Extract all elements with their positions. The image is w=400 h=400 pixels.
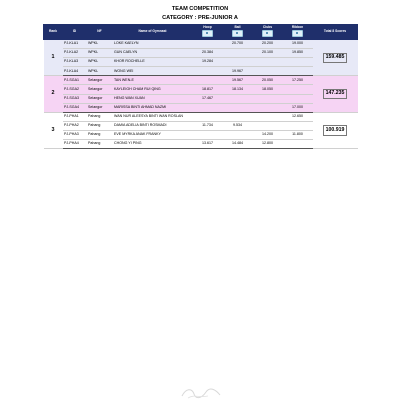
cell-name: DAMIA ADELIA BINTI ROSMADI — [113, 121, 193, 130]
cell-name: CHONG YI PING — [113, 140, 193, 149]
cell-id: PJ-SGA3 — [63, 94, 87, 103]
cell-ribbon: 19.850 — [283, 49, 313, 58]
cell-id: PJ-SGA1 — [63, 76, 87, 85]
table-row — [44, 58, 358, 67]
cell-name: TAN WEN-E — [113, 76, 193, 85]
cell-ribbon — [283, 67, 313, 76]
team-rank: 1 — [44, 40, 63, 76]
cell-ribbon — [283, 85, 313, 94]
cell-id: PJ-KLA4 — [63, 67, 87, 76]
ribbon-pictogram-icon — [292, 30, 303, 37]
cell-clubs: 12.800 — [253, 140, 283, 149]
cell-clubs — [253, 112, 283, 121]
cell-ribbon: 19.000 — [283, 40, 313, 49]
cell-state: WPKL — [87, 49, 113, 58]
table-row — [44, 121, 358, 130]
cell-clubs — [253, 94, 283, 103]
cell-clubs: 14.200 — [253, 130, 283, 139]
cell-name: KAYLEIGH CHAM RUI QING — [113, 85, 193, 94]
cell-id: PJ-PHA3 — [63, 130, 87, 139]
cell-name: KHOR ROCHELLE — [113, 58, 193, 67]
cell-clubs — [253, 58, 283, 67]
cell-ribbon: 12.650 — [283, 112, 313, 121]
cell-state: WPKL — [87, 67, 113, 76]
cell-name: LOKE KAELYN — [113, 40, 193, 49]
cell-clubs: 20.200 — [253, 40, 283, 49]
team-total-score: 100.919 — [323, 125, 348, 135]
cell-ball: 9.534 — [223, 121, 253, 130]
cell-ribbon: 17.000 — [283, 103, 313, 112]
table-header-row — [44, 25, 358, 40]
cell-ball — [223, 49, 253, 58]
cell-name: MARISSA BINTI AHMAD NAZMI — [113, 103, 193, 112]
cell-state: Pahang — [87, 130, 113, 139]
cell-state: Selangor — [87, 76, 113, 85]
header-clubs: Clubs — [253, 25, 283, 40]
cell-ball: 19.967 — [223, 67, 253, 76]
team-total-score: 147.235 — [323, 89, 348, 99]
table-row — [44, 103, 358, 112]
cell-id: PJ-PHA4 — [63, 140, 87, 149]
cell-id: PJ-KLA2 — [63, 49, 87, 58]
cell-ball — [223, 103, 253, 112]
cell-hoop — [193, 103, 223, 112]
header-total: Total 8 Scores — [313, 25, 358, 40]
cell-state: WPKL — [87, 58, 113, 67]
cell-hoop: 11.734 — [193, 121, 223, 130]
header-name: Name of Gymnast — [113, 25, 193, 40]
cell-ball — [223, 94, 253, 103]
header-state: NF — [87, 25, 113, 40]
cell-hoop — [193, 67, 223, 76]
cell-ribbon — [283, 94, 313, 103]
cell-ball — [223, 112, 253, 121]
cell-clubs: 20.050 — [253, 76, 283, 85]
cell-id: PJ-PHA1 — [63, 112, 87, 121]
cell-state: Pahang — [87, 121, 113, 130]
cell-state: Pahang — [87, 140, 113, 149]
cell-id: PJ-PHA2 — [63, 121, 87, 130]
cell-hoop — [193, 112, 223, 121]
header-rank: Rank — [44, 25, 63, 40]
faint-logo-watermark — [178, 386, 224, 400]
table-row — [44, 49, 358, 58]
cell-id: PJ-SGA2 — [63, 85, 87, 94]
cell-ball — [223, 58, 253, 67]
cell-name: HENG WAN XUAN — [113, 94, 193, 103]
team-total-cell — [313, 112, 358, 148]
cell-ball: 18.134 — [223, 85, 253, 94]
cell-state: Selangor — [87, 85, 113, 94]
cell-name: WAN NUR ALEESYA BINTI WAN ROSLAN — [113, 112, 193, 121]
cell-clubs — [253, 103, 283, 112]
header-id: ID — [63, 25, 87, 40]
header-ball: Ball — [223, 25, 253, 40]
cell-state: Selangor — [87, 94, 113, 103]
header-hoop: Hoop — [193, 25, 223, 40]
hoop-pictogram-icon — [202, 30, 213, 37]
table-row — [44, 76, 358, 85]
cell-ribbon — [283, 140, 313, 149]
cell-hoop — [193, 40, 223, 49]
cell-name: GUN CAELYN — [113, 49, 193, 58]
clubs-pictogram-icon — [262, 30, 273, 37]
cell-ball: 14.484 — [223, 140, 253, 149]
table-row — [44, 40, 358, 49]
page-title: TEAM COMPETITION — [171, 6, 229, 12]
table-row — [44, 112, 358, 121]
cell-hoop — [193, 76, 223, 85]
cell-state: WPKL — [87, 40, 113, 49]
team-total-cell — [313, 76, 358, 112]
cell-clubs — [253, 67, 283, 76]
cell-ball: 19.567 — [223, 76, 253, 85]
cell-state: Pahang — [87, 112, 113, 121]
cell-ribbon — [283, 121, 313, 130]
cell-clubs: 18.050 — [253, 85, 283, 94]
cell-id: PJ-KLA1 — [63, 40, 87, 49]
cell-ribbon: 11.800 — [283, 130, 313, 139]
team-rank: 2 — [44, 76, 63, 112]
table-row — [44, 94, 358, 103]
ball-pictogram-icon — [232, 30, 243, 37]
table-row — [44, 130, 358, 139]
cell-id: PJ-KLA3 — [63, 58, 87, 67]
cell-ribbon: 17.250 — [283, 76, 313, 85]
table-row — [44, 140, 358, 149]
cell-hoop: 20.384 — [193, 49, 223, 58]
cell-ball — [223, 130, 253, 139]
team-total-score: 159.485 — [323, 53, 348, 63]
cell-name: EVE MYRKA ANAK FRANKY — [113, 130, 193, 139]
cell-hoop: 18.817 — [193, 85, 223, 94]
cell-clubs — [253, 121, 283, 130]
cell-hoop: 13.617 — [193, 140, 223, 149]
cell-state: Selangor — [87, 103, 113, 112]
cell-clubs: 20.100 — [253, 49, 283, 58]
cell-hoop — [193, 130, 223, 139]
cell-hoop: 17.467 — [193, 94, 223, 103]
cell-id: PJ-SGA4 — [63, 103, 87, 112]
team-total-cell — [313, 40, 358, 76]
cell-name: WONG WEI — [113, 67, 193, 76]
table-row — [44, 85, 358, 94]
page-subtitle: CATEGORY : PRE-JUNIOR A — [162, 15, 238, 21]
cell-hoop: 19.284 — [193, 58, 223, 67]
table-row — [44, 67, 358, 76]
team-rank: 3 — [44, 112, 63, 148]
results-table — [43, 24, 358, 149]
header-ribbon: Ribbon — [283, 25, 313, 40]
cell-ball: 20.700 — [223, 40, 253, 49]
cell-ribbon — [283, 58, 313, 67]
